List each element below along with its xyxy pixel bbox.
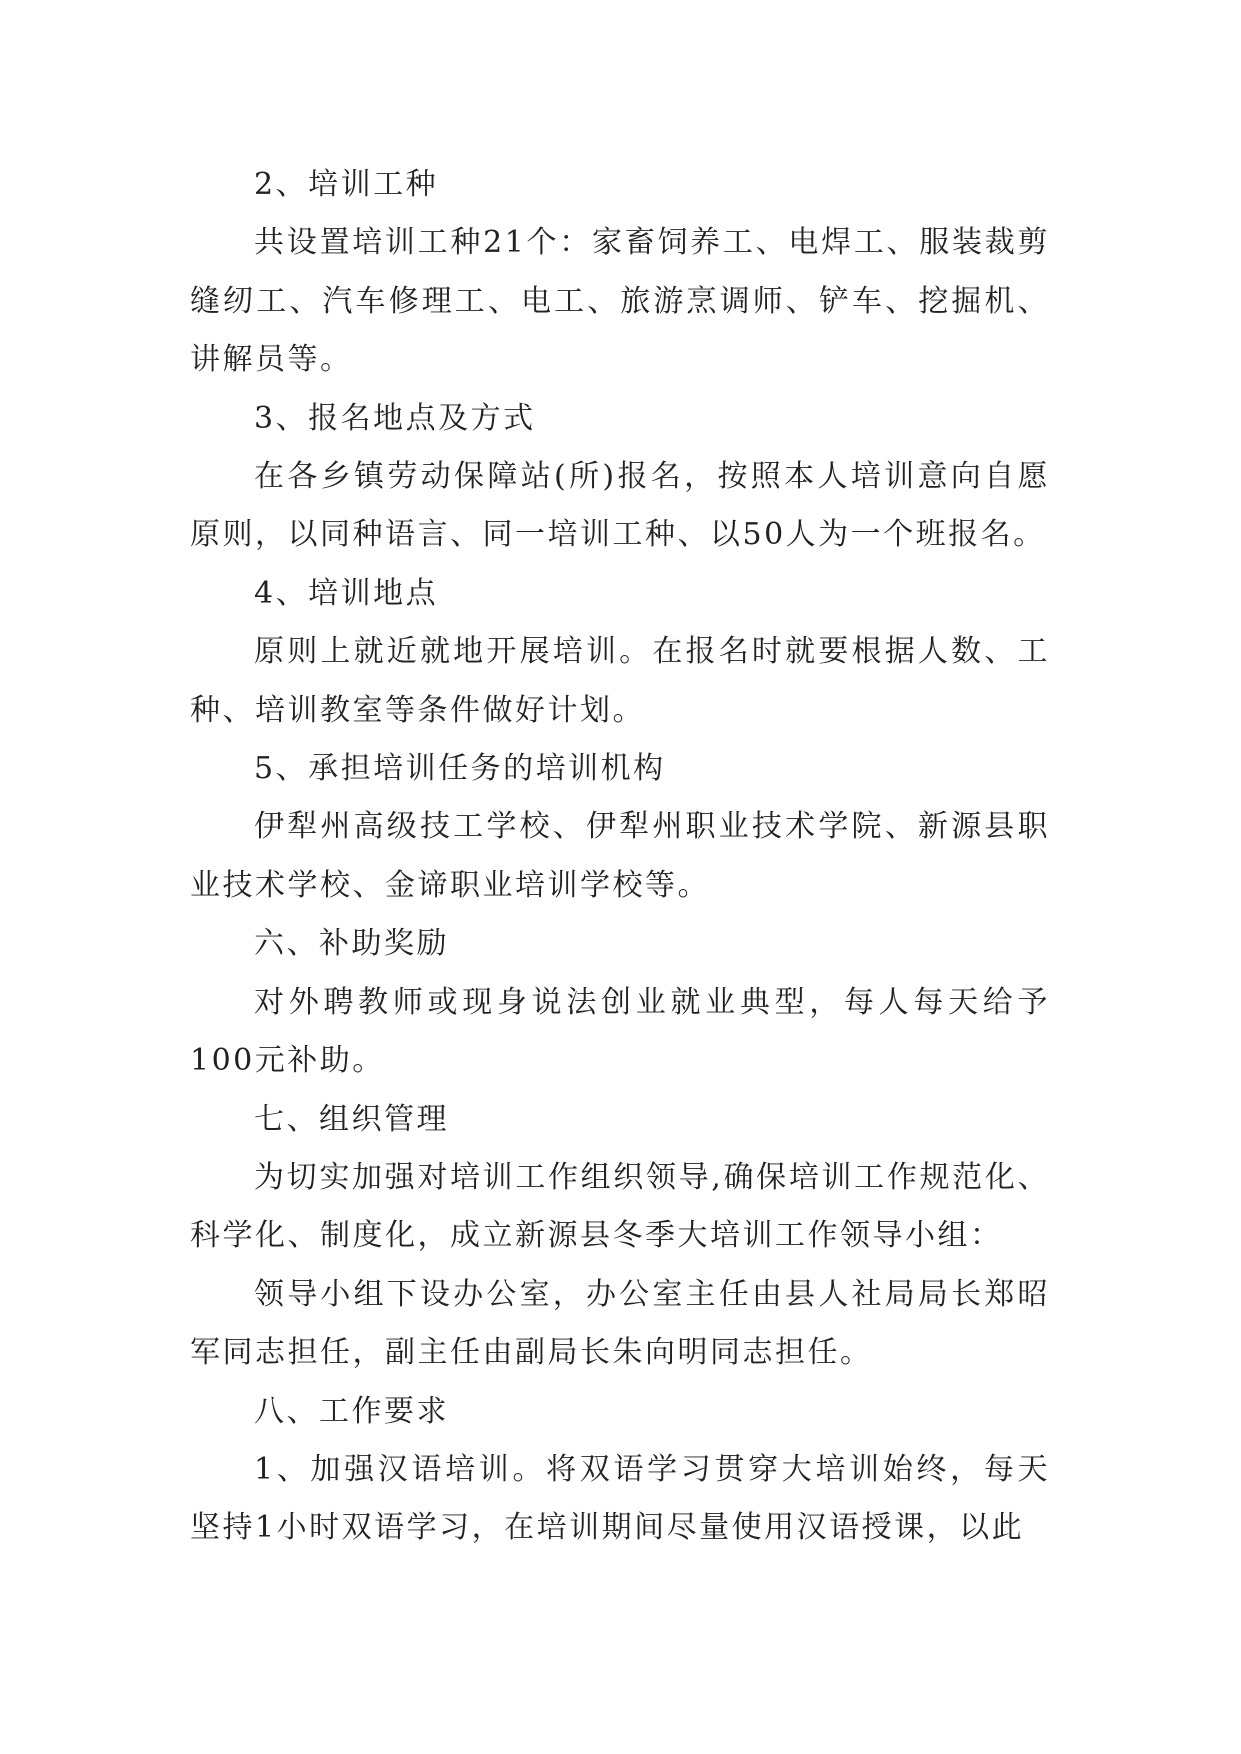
section-heading-requirements: 八、工作要求 bbox=[254, 1393, 449, 1429]
section-heading-organization: 七、组织管理 bbox=[254, 1101, 449, 1137]
paragraph-training-types: 共设置培训工种21个：家畜饲养工、电焊工、服装裁剪缝纫工、汽车修理工、电工、旅游烹调师、铲车、挖掘机、讲解员等。 bbox=[190, 225, 1050, 378]
paragraph-requirements: 1、加强汉语培训。将双语学习贯穿大培训始终，每天坚持1小时双语学习，在培训期间尽量使用汉语授课，以此 bbox=[190, 1451, 1050, 1546]
paragraph-organization: 为切实加强对培训工作组织领导,确保培训工作规范化、科学化、制度化，成立新源县冬季大培训工作领导小组： bbox=[190, 1159, 1050, 1254]
paragraph-subsidy: 对外聘教师或现身说法创业就业典型，每人每天给予100元补助。 bbox=[190, 984, 1050, 1079]
paragraph-registration: 在各乡镇劳动保障站(所)报名，按照本人培训意向自愿原则，以同种语言、同一培训工种、以50人为一个班报名。 bbox=[190, 459, 1050, 553]
section-heading-registration: 3、报名地点及方式 bbox=[254, 400, 536, 436]
section-heading-subsidy: 六、补助奖励 bbox=[254, 926, 449, 962]
document-body bbox=[190, 156, 1050, 1558]
section-heading-institutions: 5、承担培训任务的培训机构 bbox=[254, 751, 666, 787]
paragraph-institutions: 伊犁州高级技工学校、伊犁州职业技术学院、新源县职业技术学校、金谛职业培训学校等。 bbox=[190, 809, 1050, 903]
section-heading-training-types: 2、培训工种 bbox=[254, 167, 439, 202]
paragraph-office: 领导小组下设办公室，办公室主任由县人社局局长郑昭军同志担任，副主任由副局长朱向明同志担任。 bbox=[190, 1276, 1050, 1371]
section-heading-training-location: 4、培训地点 bbox=[254, 575, 439, 611]
paragraph-training-location: 原则上就近就地开展培训。在报名时就要根据人数、工种、培训教室等条件做好计划。 bbox=[190, 634, 1050, 728]
